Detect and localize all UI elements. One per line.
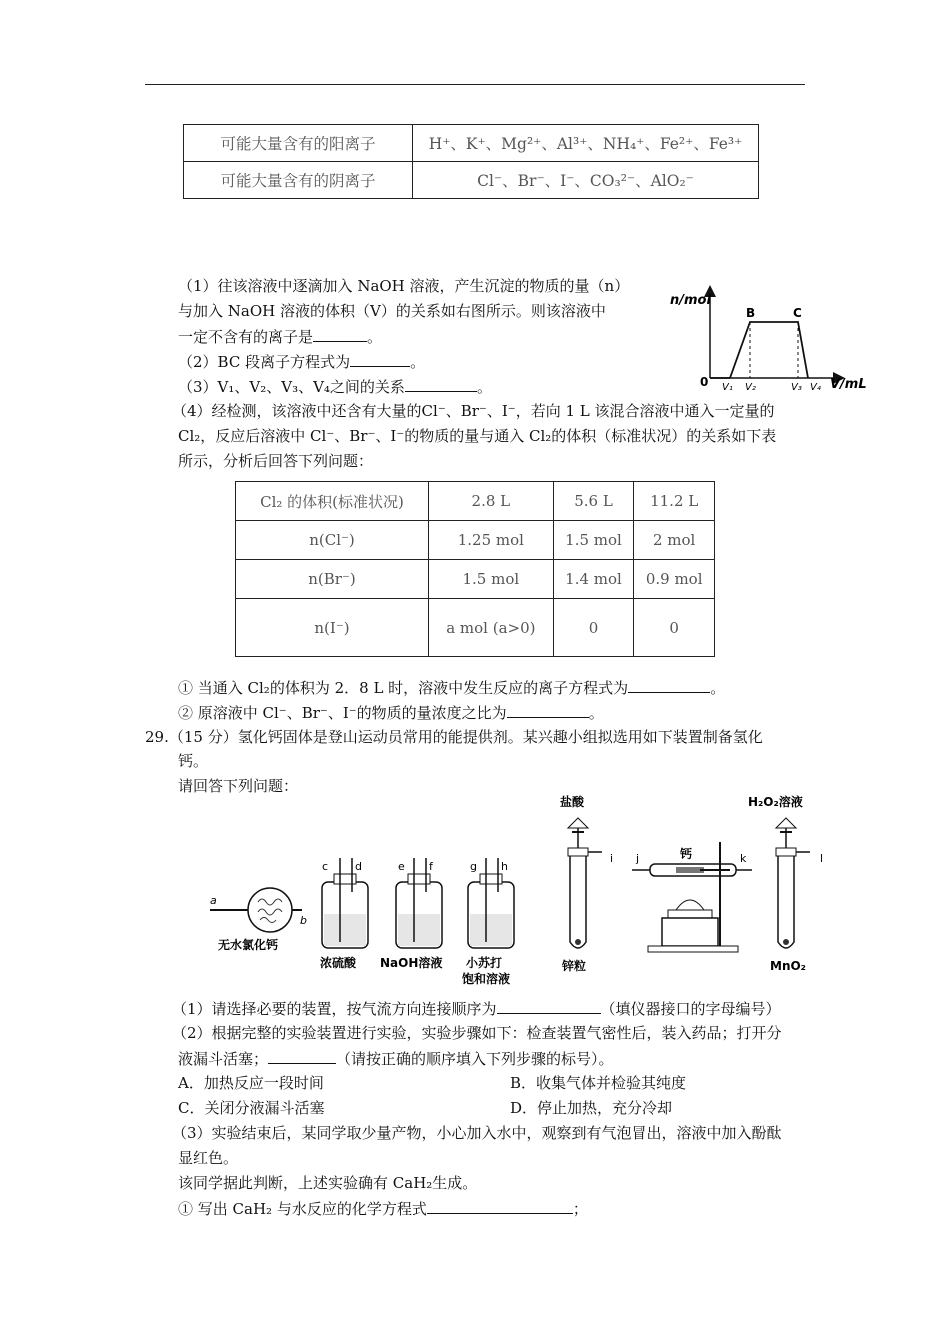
port-c: c (322, 860, 329, 873)
y-axis-label: n/mol (670, 293, 711, 308)
answer-blank[interactable] (313, 325, 367, 342)
port-i: i (610, 852, 614, 865)
bottle2-label: NaOH溶液 (380, 956, 443, 970)
port-l: l (820, 852, 824, 865)
point-c-label: C (793, 306, 802, 320)
calcium-label: 钙 (680, 847, 693, 861)
table-cell: a mol (a>0) (429, 599, 554, 657)
bottle3-label-b: 饱和溶液 (462, 972, 511, 986)
q28-p4a: （4）经检测，该溶液中还含有大量的Cl⁻、Br⁻、I⁻，若向 1 L 该混合溶液中通入一定量的 (172, 402, 775, 420)
port-j: j (636, 852, 640, 865)
table-cell: n(Cl⁻) (236, 521, 429, 560)
port-f: f (429, 860, 433, 873)
table-cell: Cl₂ 的体积(标准状况) (236, 482, 429, 521)
period: 。 (367, 328, 383, 346)
option-d: D．停止加热，充分冷却 (510, 1099, 673, 1117)
table-cell: n(I⁻) (236, 599, 429, 657)
q29-ask: 请回答下列问题： (178, 777, 299, 795)
answer-blank[interactable] (427, 1197, 573, 1214)
heating-tube (632, 842, 752, 952)
option-b: B．收集气体并检验其纯度 (510, 1074, 687, 1092)
tick-v1: V₁ (722, 382, 733, 392)
table-cell: 5.6 L (553, 482, 634, 521)
table-cell: H⁺、K⁺、Mg²⁺、Al³⁺、NH₄⁺、Fe²⁺、Fe³⁺ (413, 125, 759, 162)
semicolon: ； (572, 1200, 588, 1218)
h2o2-label: H₂O₂溶液 (748, 795, 803, 809)
apparatus-figure (200, 792, 840, 987)
table-row (184, 125, 759, 162)
zinc-label: 锌粒 (562, 959, 587, 973)
q29-p3d-text: ① 写出 CaH₂ 与水反应的化学方程式 (178, 1200, 427, 1218)
q28-p2 (178, 350, 425, 373)
tick-v2: V₂ (745, 382, 756, 392)
q28-p2-text: （2）BC 段离子方程式为 (178, 353, 351, 371)
q29-p1-text: （1）请选择必要的装置，按气流方向连接顺序为 (172, 1000, 497, 1018)
q29-p1 (172, 997, 781, 1020)
table-cell: 可能大量含有的阴离子 (184, 162, 413, 199)
period: 。 (710, 679, 726, 697)
oxygen-generator (748, 794, 823, 973)
q29-p2b-tail: （请按正确的顺序填入下列步骤的标号）。 (336, 1050, 614, 1068)
mno2-label: MnO₂ (770, 959, 806, 973)
curve (730, 322, 808, 378)
q28-sub1 (178, 676, 725, 699)
bottle-sulfuric (320, 858, 368, 970)
port-d: d (355, 860, 362, 873)
q28-p1a: （1）往该溶液中逐滴加入 NaOH 溶液，产生沉淀的物质的量（n） (178, 277, 630, 295)
precipitate-graph (662, 280, 877, 392)
port-g: g (470, 860, 477, 873)
table-cell: 0.9 mol (634, 560, 715, 599)
table-row (236, 599, 715, 657)
bottle-naoh (380, 858, 442, 970)
chlorine-table (235, 481, 715, 657)
table-row (236, 521, 715, 560)
table-cell: n(Br⁻) (236, 560, 429, 599)
table-cell: 可能大量含有的阳离子 (184, 125, 413, 162)
period: 。 (476, 378, 492, 396)
period: 。 (588, 704, 604, 722)
point-b-label: B (746, 306, 756, 320)
bottle-bicarbonate (462, 858, 514, 986)
table-cell: 0 (634, 599, 715, 657)
tick-v3: V₃ (791, 382, 802, 392)
header-rule (145, 84, 805, 85)
origin-label: 0 (700, 375, 709, 389)
table-row (184, 162, 759, 199)
q29-p3d (178, 1197, 588, 1220)
acid-label: 盐酸 (560, 795, 585, 809)
q28-sub2 (178, 701, 604, 724)
answer-blank[interactable] (350, 350, 410, 367)
table-row (236, 482, 715, 521)
bottle1-label: 浓硫酸 (320, 956, 357, 970)
answer-blank[interactable] (628, 676, 710, 693)
table-cell: 0 (553, 599, 634, 657)
table-cell: 11.2 L (634, 482, 715, 521)
x-axis-label: V/mL (830, 377, 867, 392)
tick-v4: V₄ (810, 382, 821, 392)
q28-p4c: 所示，分析后回答下列问题： (178, 452, 374, 470)
table-cell: 1.4 mol (553, 560, 634, 599)
q28-p3 (178, 375, 492, 398)
table-cell: 1.5 mol (429, 560, 554, 599)
ion-table (183, 124, 759, 199)
drying-tube (210, 888, 307, 952)
q28-sub2-text: ② 原溶液中 Cl⁻、Br⁻、I⁻的物质的量浓度之比为 (178, 704, 507, 722)
q29-p3c: 该同学据此判断，上述实验确有 CaH₂生成。 (178, 1174, 478, 1192)
table-cell: 1.5 mol (553, 521, 634, 560)
answer-blank[interactable] (405, 375, 477, 392)
port-a: a (210, 894, 217, 907)
port-k: k (740, 852, 747, 865)
hydrogen-generator (560, 794, 613, 973)
period: 。 (410, 353, 426, 371)
table-cell: 1.25 mol (429, 521, 554, 560)
q28-p3-text: （3）V₁、V₂、V₃、V₄之间的关系 (178, 378, 405, 396)
q28-p1c-text: 一定不含有的离子是 (178, 328, 314, 346)
bottle3-label-a: 小苏打 (466, 956, 503, 970)
q29-intro-a: 29.（15 分）氢化钙固体是登山运动员常用的能提供剂。某兴趣小组拟选用如下装置制备氢化 (145, 728, 763, 746)
answer-blank[interactable] (497, 997, 601, 1014)
q29-p2a: （2）根据完整的实验装置进行实验，实验步骤如下：检查装置气密性后，装入药品；打开分 (172, 1024, 782, 1042)
table-cell: 2 mol (634, 521, 715, 560)
q28-p4b: Cl₂，反应后溶液中 Cl⁻、Br⁻、I⁻的物质的量与通入 Cl₂的体积（标准状况）的关系如下表 (178, 427, 777, 445)
port-b: b (300, 914, 307, 927)
q29-p2b-head: 液漏斗活塞； (178, 1050, 269, 1068)
table-cell: Cl⁻、Br⁻、I⁻、CO₃²⁻、AlO₂⁻ (413, 162, 759, 199)
table-row (236, 560, 715, 599)
option-a: A．加热反应一段时间 (178, 1074, 324, 1092)
port-h: h (501, 860, 508, 873)
q29-intro-b: 钙。 (178, 752, 209, 770)
q29-p3b: 显红色。 (178, 1149, 239, 1167)
drying-tube-label: 无水氯化钙 (218, 938, 279, 952)
port-e: e (398, 860, 405, 873)
q28-p1b: 与加入 NaOH 溶液的体积（V）的关系如右图所示。则该溶液中 (178, 302, 606, 320)
q29-p3a: （3）实验结束后，某同学取少量产物，小心加入水中，观察到有气泡冒出，溶液中加入酚酞 (172, 1124, 782, 1142)
q29-p2b (178, 1047, 614, 1070)
q29-p1-tail: （填仪器接口的字母编号） (600, 1000, 781, 1018)
answer-blank[interactable] (268, 1047, 336, 1064)
option-c: C．关闭分液漏斗活塞 (178, 1099, 325, 1117)
q28-p1c (178, 325, 382, 348)
answer-blank[interactable] (507, 701, 589, 718)
table-cell: 2.8 L (429, 482, 554, 521)
q28-sub1-text: ① 当通入 Cl₂的体积为 2．8 L 时，溶液中发生反应的离子方程式为 (178, 679, 629, 697)
